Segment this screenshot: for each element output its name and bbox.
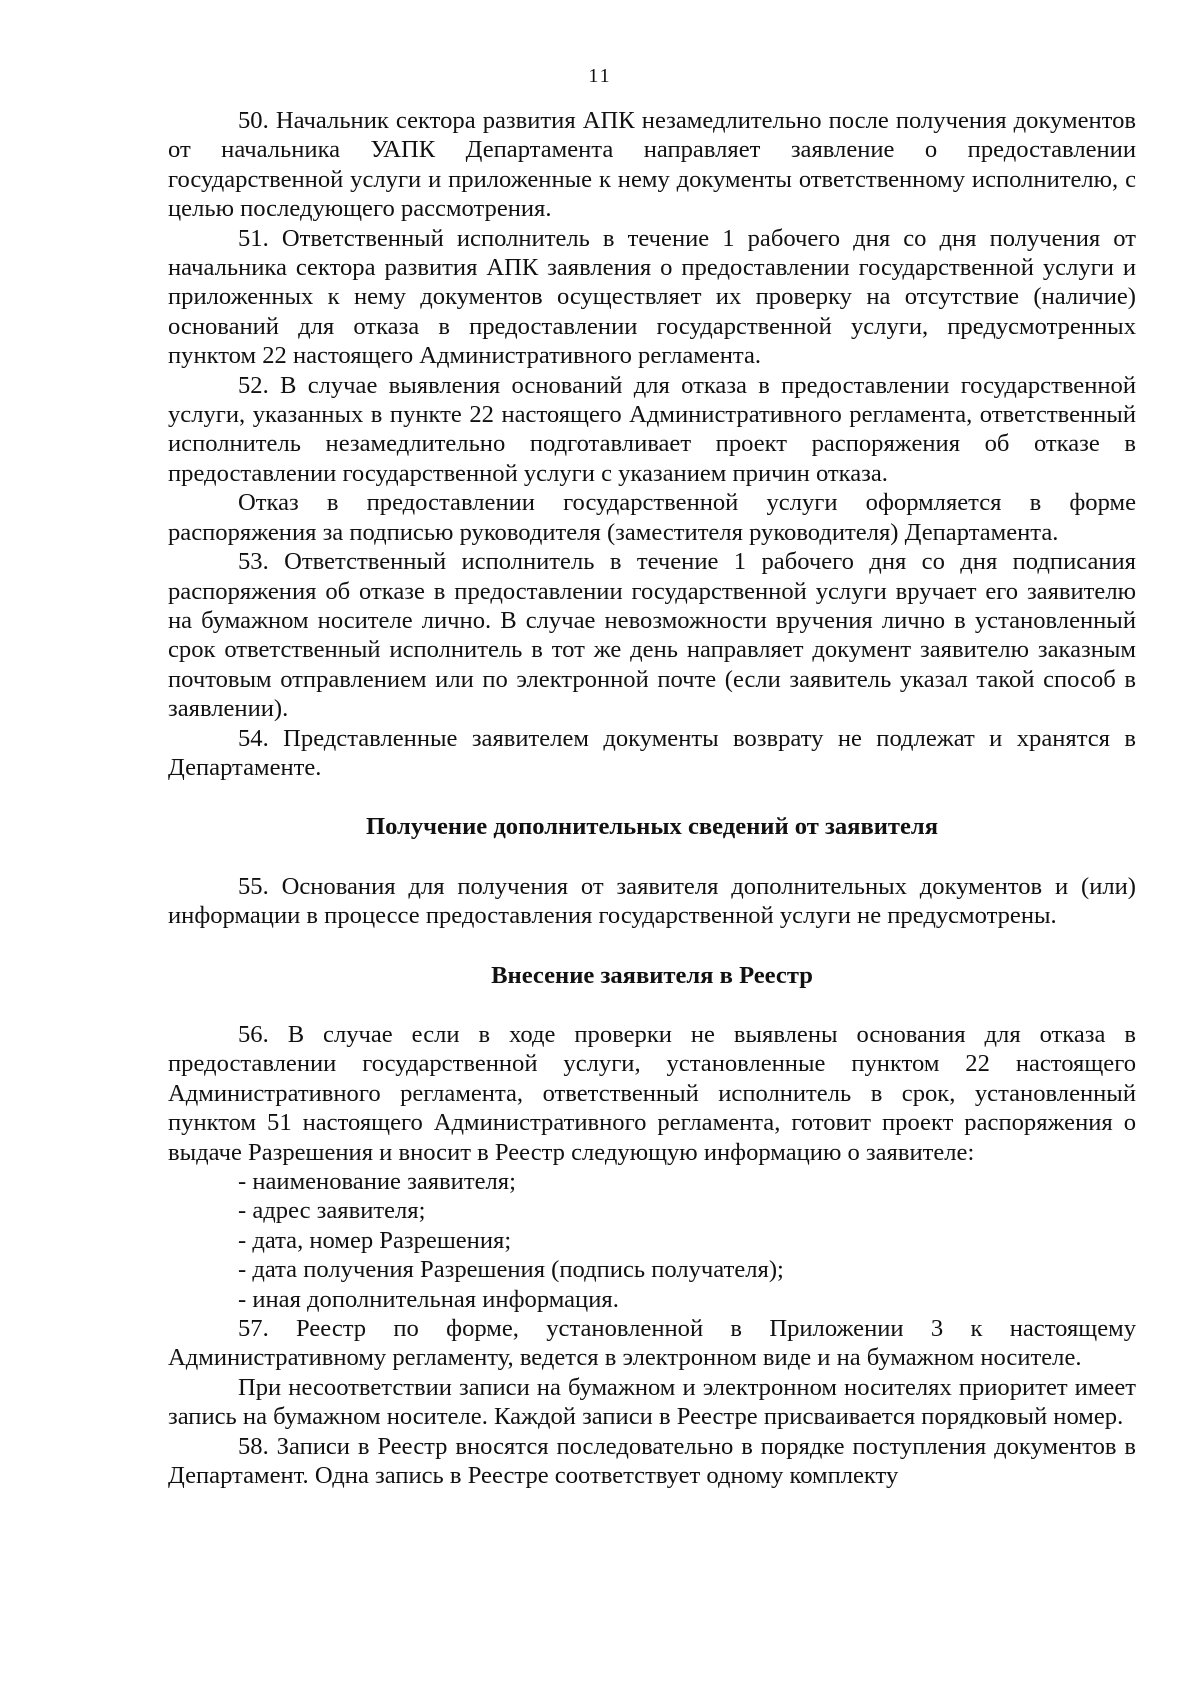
list-item: - адрес заявителя;	[238, 1197, 426, 1225]
paragraph-54: 54. Представленные заявителем документы возврату не подлежат и хранятся в Департаменте.	[168, 724, 1136, 781]
section-heading-additional-info: Получение дополнительных сведений от заявителя	[365, 813, 939, 841]
paragraph-51: 51. Ответственный исполнитель в течение 1 рабочего дня со дня получения от начальника сектора развития АПК заявления о предоставлении государственной услуги и приложенных к нему документов осуществляет их проверку на отсутствие (наличие) оснований для отказа в предоставлении государственной услуги, предусмотренных пунктом 22 настоящего Административного регламента.	[168, 224, 1136, 370]
paragraph-55: 55. Основания для получения от заявителя дополнительных документов и (или) информации в процессе предоставления государственной услуги не предусмотрены.	[168, 872, 1136, 930]
paragraph-56: 56. В случае если в ходе проверки не выявлены основания для отказа в предоставлении государственной услуги, установленные пунктом 22 настоящего Административного регламента, ответственный исполнитель в срок, установленный пунктом 51 настоящего Административного регламента, готовит проект распоряжения о выдаче Разрешения и вносит в Реестр следующую информацию о заявителе:	[168, 1020, 1136, 1166]
list-item: - дата получения Разрешения (подпись получателя);	[238, 1256, 784, 1284]
paragraph-57-continued: При несоответствии записи на бумажном и электронном носителях приоритет имеет запись на бумажном носителе. Каждой записи в Реестре присваивается порядковый номер.	[168, 1373, 1136, 1431]
paragraph-50: 50. Начальник сектора развития АПК незамедлительно после получения документов от начальника УАПК Департамента направляет заявление о предоставлении государственной услуги и приложенные к нему документы ответственному исполнителю, с целью последующего рассмотрения.	[168, 107, 1136, 223]
page-number: 11	[588, 65, 612, 87]
list-item: - наименование заявителя;	[238, 1168, 516, 1195]
list-item: - дата, номер Разрешения;	[238, 1226, 512, 1254]
paragraph-52-continued: Отказ в предоставлении государственной услуги оформляется в форме распоряжения за подписью руководителя (заместителя руководителя) Департамента.	[168, 489, 1136, 546]
paragraph-53: 53. Ответственный исполнитель в течение 1 рабочего дня со дня подписания распоряжения об отказе в предоставлении государственной услуги вручает его заявителю на бумажном носителе лично. В случае невозможности вручения лично в установленный срок ответственный исполнитель в тот же день направляет документ заявителю заказным почтовым отправлением или по электронной почте (если заявитель указал такой способ в заявлении).	[168, 548, 1136, 723]
paragraph-58: 58. Записи в Реестр вносятся последовательно в порядке поступления документов в Департамент. Одна запись в Реестре соответствует одному комплекту	[168, 1432, 1136, 1490]
paragraph-52: 52. В случае выявления оснований для отказа в предоставлении государственной услуги, указанных в пункте 22 настоящего Административного регламента, ответственный исполнитель незамедлительно подготавливает проект распоряжения об отказе в предоставлении государственной услуги с указанием причин отказа.	[168, 371, 1136, 487]
list-item: - иная дополнительная информация.	[238, 1285, 619, 1313]
section-heading-registry: Внесение заявителя в Реестр	[491, 961, 813, 989]
registry-info-list	[168, 1167, 1136, 1314]
document-body	[168, 106, 1136, 1490]
paragraph-57: 57. Реестр по форме, установленной в Приложении 3 к настоящему Административному регламенту, ведется в электронном виде и на бумажном носителе.	[168, 1315, 1136, 1372]
